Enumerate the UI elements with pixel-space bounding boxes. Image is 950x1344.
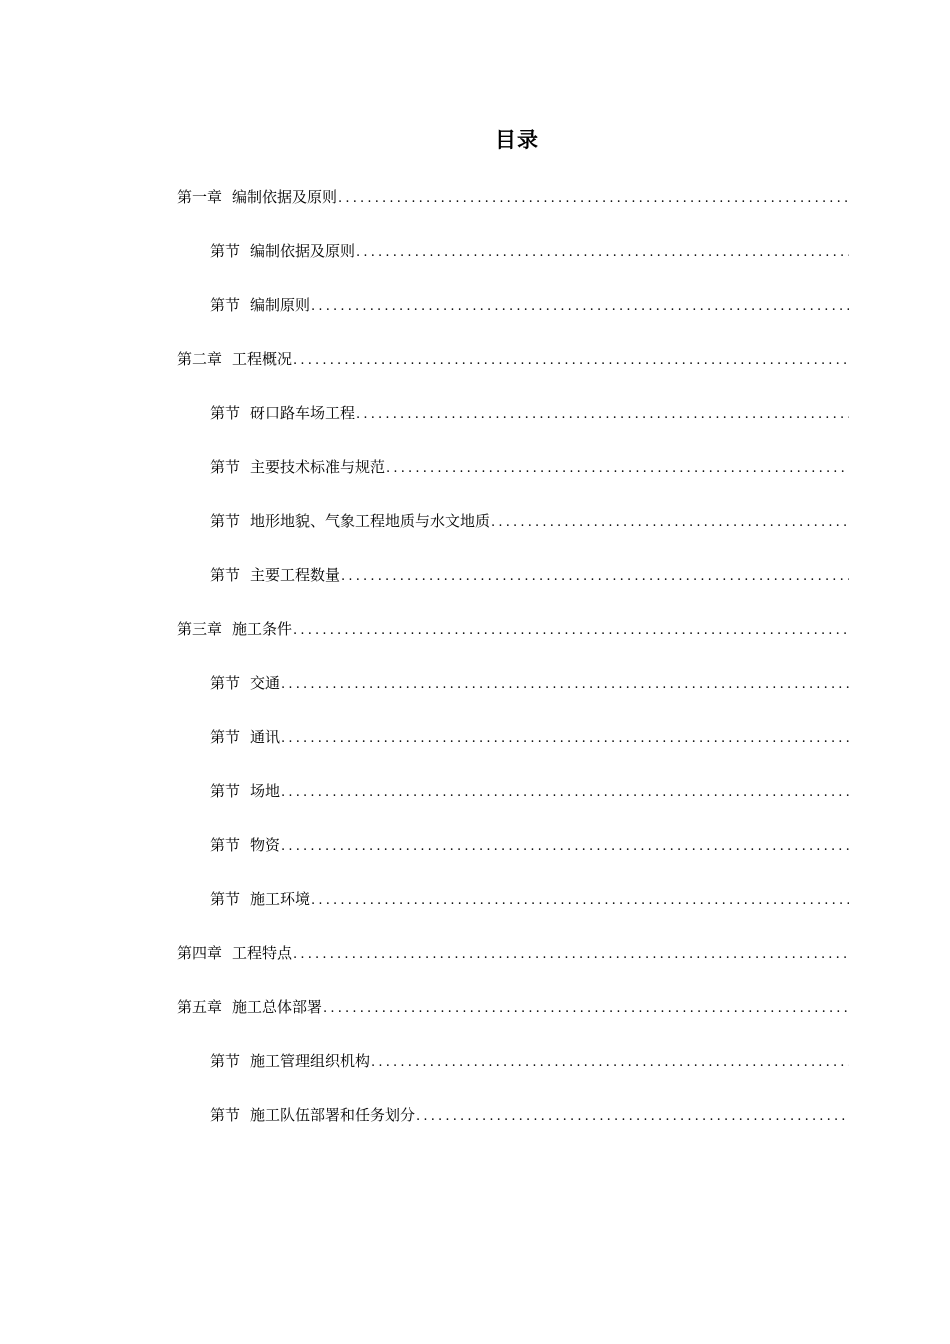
- toc-text: 施工管理组织机构: [250, 1052, 371, 1070]
- toc-text: 编制依据及原则: [250, 242, 356, 260]
- toc-number: 第节: [210, 566, 241, 584]
- toc-number: 第二章: [177, 350, 223, 368]
- toc-text: 施工总体部署: [232, 998, 323, 1016]
- toc-number: 第节: [210, 728, 241, 746]
- toc-text: 主要技术标准与规范: [250, 458, 386, 476]
- toc-text: 砑口路车场工程: [250, 404, 356, 422]
- toc-text: 施工环境: [250, 890, 311, 908]
- dot-leader: [310, 296, 849, 318]
- toc-text: 工程概况: [232, 350, 293, 368]
- page-title: 目录: [495, 127, 539, 152]
- dot-leader: [292, 620, 849, 642]
- toc-number: 第节: [210, 674, 241, 692]
- toc-text: 编制依据及原则: [232, 188, 338, 206]
- dot-leader: [292, 350, 849, 372]
- dot-leader: [280, 674, 849, 696]
- toc-entry[interactable]: [0, 452, 950, 506]
- toc-line: [210, 888, 849, 912]
- toc-entry[interactable]: [0, 938, 950, 992]
- toc-text: 物资: [250, 836, 281, 854]
- toc-number: 第五章: [177, 998, 223, 1016]
- dot-leader: [355, 242, 849, 264]
- toc-entry[interactable]: [0, 992, 950, 1046]
- toc-entry[interactable]: [0, 1046, 950, 1100]
- toc-entry[interactable]: [0, 722, 950, 776]
- toc-text: 通讯: [250, 728, 281, 746]
- toc-number: 第节: [210, 296, 241, 314]
- toc-line: [210, 1104, 849, 1128]
- toc-line: [210, 456, 849, 480]
- table-of-contents: [0, 182, 950, 1154]
- toc-line: [210, 510, 849, 534]
- toc-text: 场地: [250, 782, 281, 800]
- toc-number: 第一章: [177, 188, 223, 206]
- toc-entry[interactable]: [0, 182, 950, 236]
- toc-text: 主要工程数量: [250, 566, 341, 584]
- toc-entry[interactable]: [0, 344, 950, 398]
- toc-line: [177, 186, 849, 210]
- toc-entry[interactable]: [0, 506, 950, 560]
- toc-line: [210, 834, 849, 858]
- toc-text: 交通: [250, 674, 281, 692]
- toc-line: [177, 942, 849, 966]
- dot-leader: [385, 458, 849, 480]
- toc-number: 第节: [210, 782, 241, 800]
- dot-leader: [310, 890, 849, 912]
- toc-text: 地形地貌、气象工程地质与水文地质: [250, 512, 491, 530]
- toc-entry[interactable]: [0, 668, 950, 722]
- toc-line: [210, 726, 849, 750]
- toc-number: 第节: [210, 890, 241, 908]
- toc-entry[interactable]: [0, 560, 950, 614]
- toc-line: [210, 672, 849, 696]
- dot-leader: [490, 512, 849, 534]
- toc-entry[interactable]: [0, 884, 950, 938]
- toc-entry[interactable]: [0, 398, 950, 452]
- dot-leader: [337, 188, 849, 210]
- dot-leader: [292, 944, 849, 966]
- toc-number: 第节: [210, 404, 241, 422]
- toc-text: 工程特点: [232, 944, 293, 962]
- toc-number: 第节: [210, 1106, 241, 1124]
- toc-text: 施工条件: [232, 620, 293, 638]
- toc-number: 第节: [210, 836, 241, 854]
- toc-number: 第节: [210, 1052, 241, 1070]
- toc-line: [210, 1050, 849, 1074]
- toc-line: [210, 564, 849, 588]
- toc-line: [177, 996, 849, 1020]
- dot-leader: [340, 566, 849, 588]
- toc-line: [210, 240, 849, 264]
- toc-text: 施工队伍部署和任务划分: [250, 1106, 416, 1124]
- toc-entry[interactable]: [0, 1100, 950, 1154]
- toc-line: [210, 294, 849, 318]
- toc-number: 第三章: [177, 620, 223, 638]
- dot-leader: [280, 782, 849, 804]
- toc-entry[interactable]: [0, 614, 950, 668]
- toc-entry[interactable]: [0, 236, 950, 290]
- dot-leader: [280, 728, 849, 750]
- toc-line: [177, 618, 849, 642]
- dot-leader: [370, 1052, 849, 1074]
- toc-entry[interactable]: [0, 830, 950, 884]
- dot-leader: [280, 836, 849, 858]
- dot-leader: [415, 1106, 849, 1128]
- toc-entry[interactable]: [0, 290, 950, 344]
- toc-text: 编制原则: [250, 296, 311, 314]
- dot-leader: [322, 998, 849, 1020]
- toc-line: [177, 348, 849, 372]
- toc-number: 第四章: [177, 944, 223, 962]
- toc-entry[interactable]: [0, 776, 950, 830]
- toc-number: 第节: [210, 512, 241, 530]
- toc-number: 第节: [210, 458, 241, 476]
- toc-line: [210, 402, 849, 426]
- toc-line: [210, 780, 849, 804]
- toc-number: 第节: [210, 242, 241, 260]
- dot-leader: [355, 404, 849, 426]
